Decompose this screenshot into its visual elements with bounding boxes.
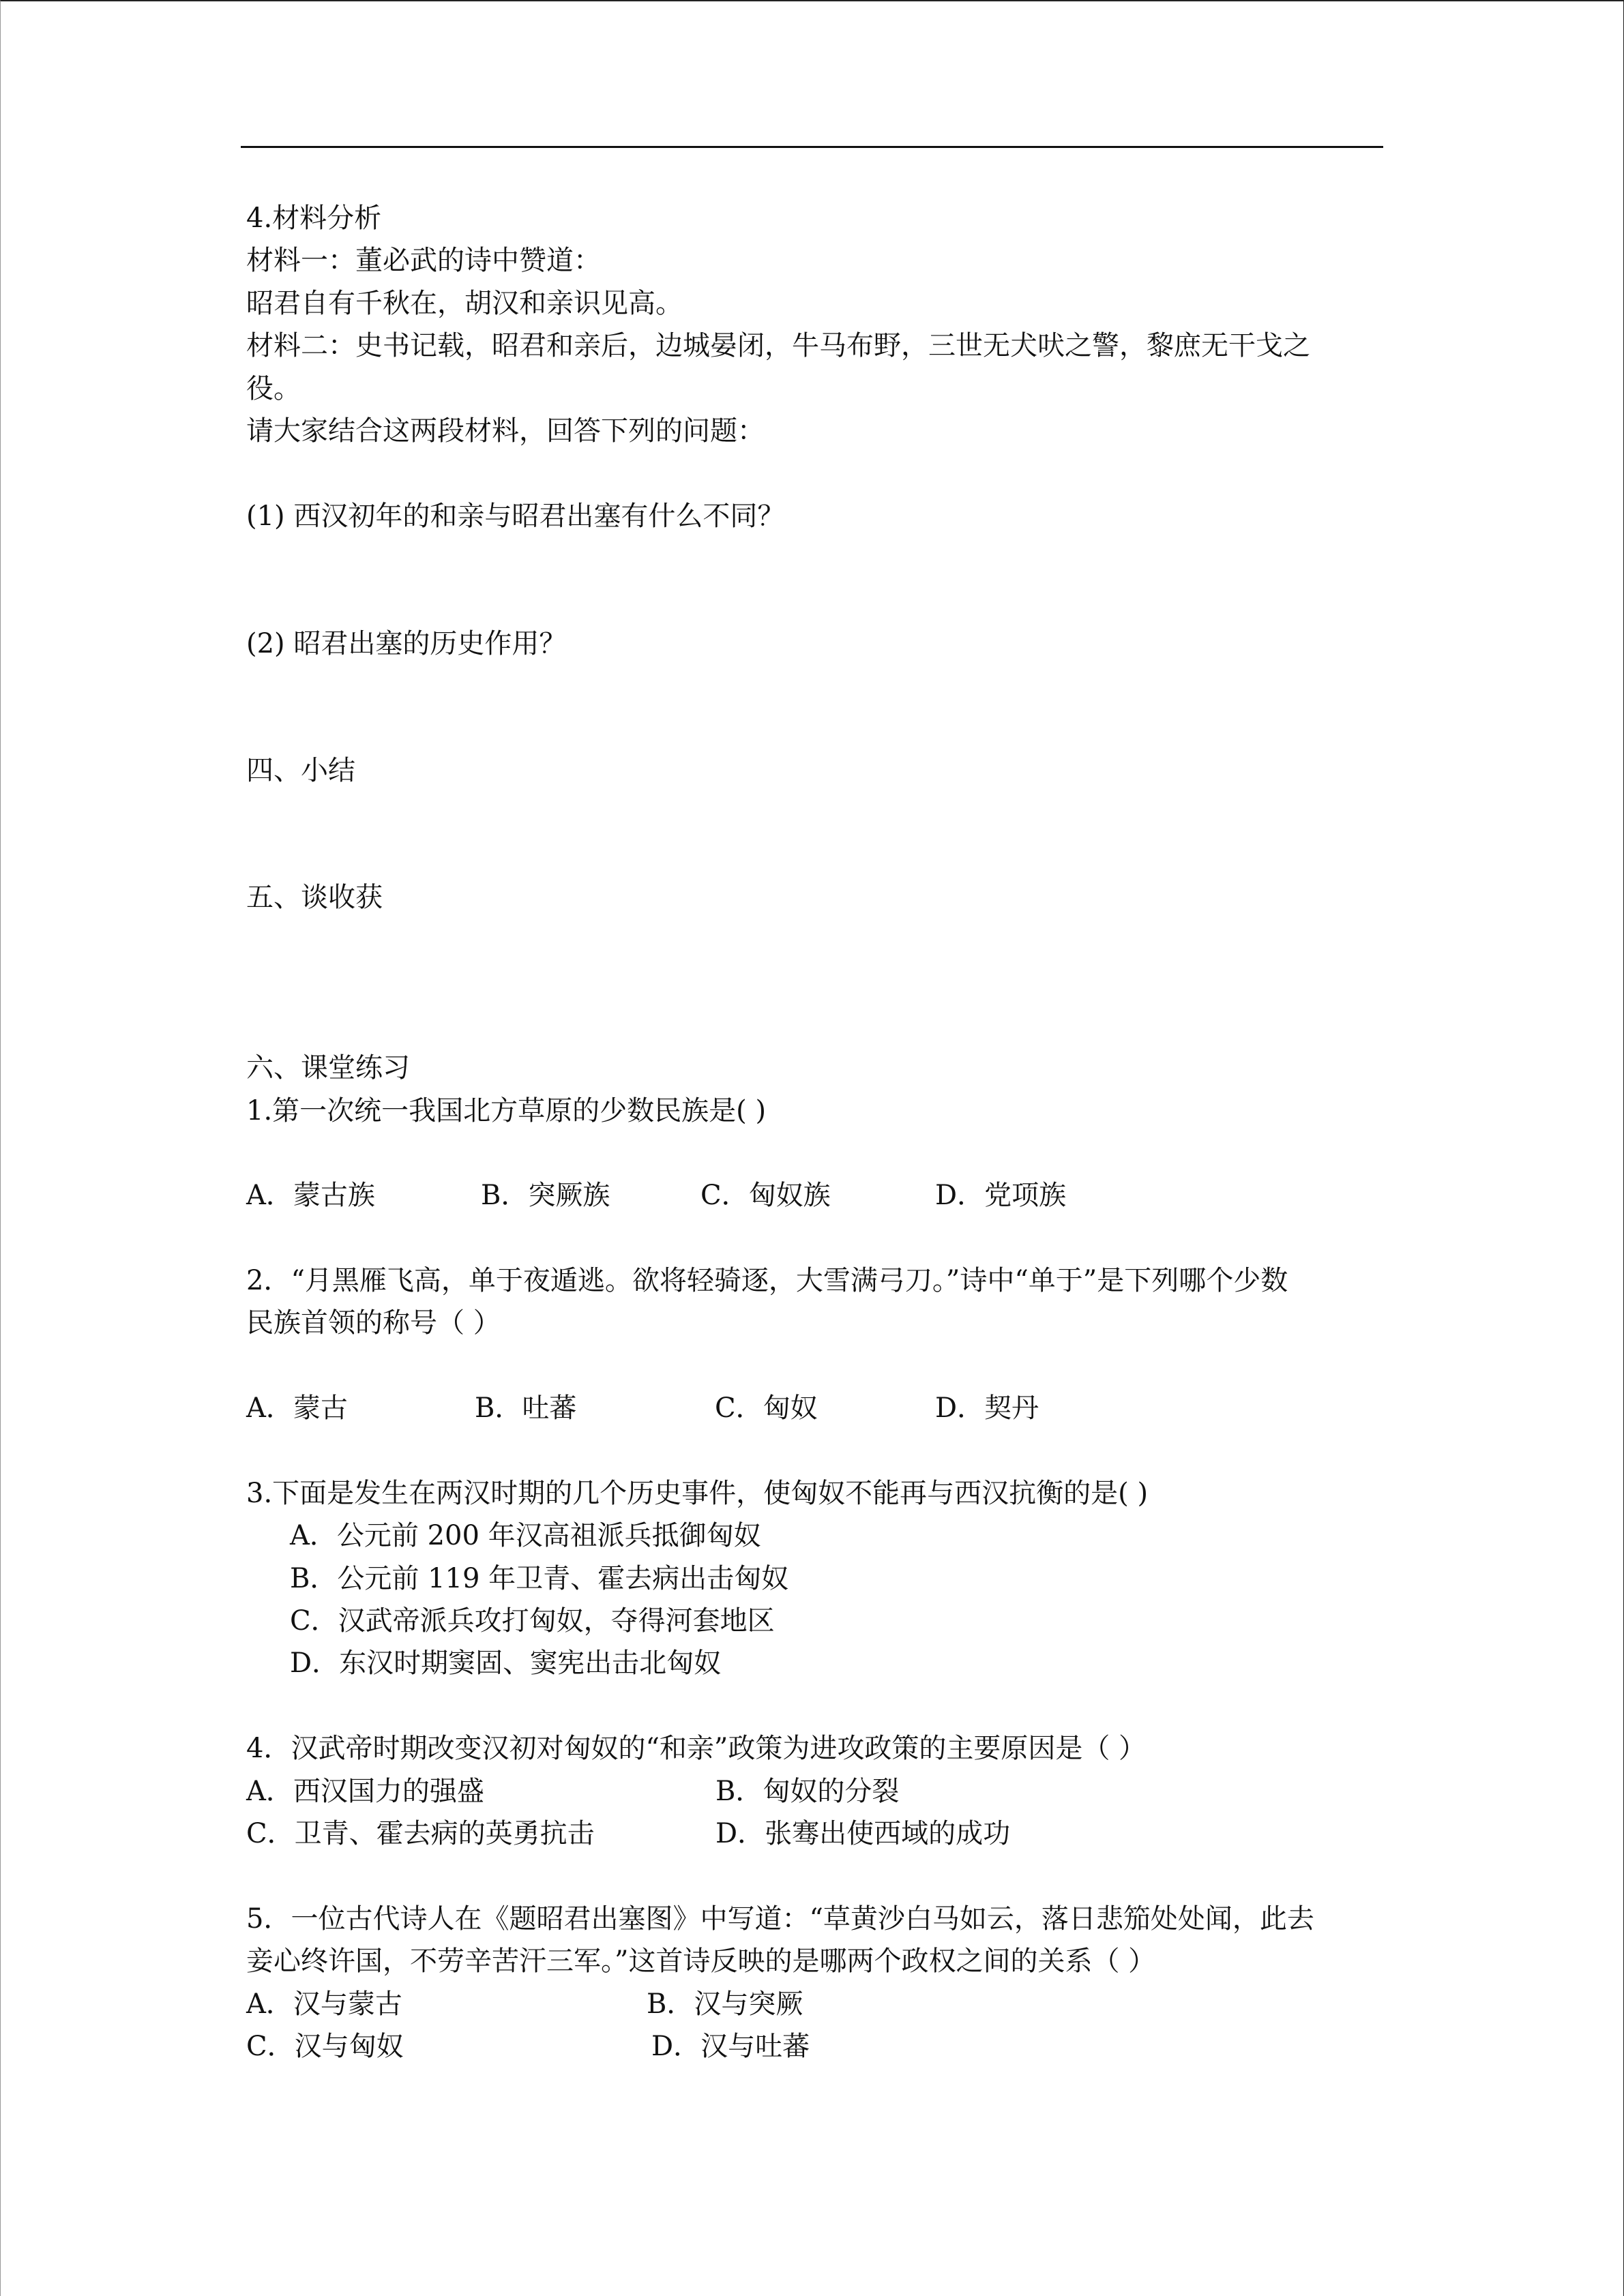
question-5-stem-line-1: 5．一位古代诗人在《题昭君出塞图》中写道：“草黄沙白马如云，落日悲笳处处闻，此去: [246, 1903, 1314, 1935]
question-2-option-c: C．匈奴: [715, 1392, 818, 1424]
question-2-stem-line-2: 民族首领的称号（ ）: [246, 1307, 501, 1339]
material-prompt: 请大家结合这两段材料，回答下列的问题：: [246, 415, 765, 447]
question-5-option-a: A．汉与蒙古: [246, 1988, 402, 2020]
question-5-option-c: C．汉与匈奴: [246, 2031, 404, 2062]
question-1-option-d: D．党项族: [935, 1180, 1067, 1211]
question-2-stem-line-1: 2．“月黑雁飞高，单于夜遁逃。欲将轻骑逐，大雪满弓刀。”诗中“单于”是下列哪个少数: [246, 1265, 1288, 1296]
question-4-option-d: D．张骞出使西域的成功: [715, 1818, 1011, 1849]
question-1-option-c: C．匈奴族: [700, 1180, 831, 1211]
material-question-1: (1) 西汉初年的和亲与昭君出塞有什么不同？: [246, 501, 785, 532]
material-question-2: (2) 昭君出塞的历史作用？: [246, 628, 567, 659]
question-2-option-d: D．契丹: [935, 1392, 1039, 1424]
question-3-option-b: B．公元前 119 年卫青、霍去病出击匈奴: [290, 1563, 789, 1594]
material-one-intro: 材料一：董必武的诗中赞道：: [246, 245, 601, 276]
question-4-option-c: C．卫青、霍去病的英勇抗击: [246, 1818, 595, 1849]
question-2-option-a: A．蒙古: [246, 1392, 348, 1424]
question-5-stem-line-2: 妾心终许国，不劳辛苦汗三军。”这首诗反映的是哪两个政权之间的关系（ ）: [246, 1945, 1156, 1977]
question-5-option-b: B．汉与突厥: [647, 1988, 803, 2020]
question-3-option-a: A．公元前 200 年汉高祖派兵抵御匈奴: [290, 1520, 761, 1551]
header-rule: [241, 146, 1383, 148]
section-summary-heading: 四、小结: [246, 755, 355, 786]
question-5-option-d: D．汉与吐蕃: [651, 2031, 810, 2062]
material-one-poem: 昭君自有千秋在，胡汉和亲识见高。: [246, 288, 683, 319]
material-two-line-1: 材料二：史书记载，昭君和亲后，边城晏闭，牛马布野，三世无犬吠之警，黎庶无干戈之: [246, 330, 1310, 361]
material-heading: 4.材料分析: [246, 203, 382, 234]
question-3-stem: 3.下面是发生在两汉时期的几个历史事件，使匈奴不能再与西汉抗衡的是( ): [246, 1478, 1149, 1509]
question-1-stem: 1.第一次统一我国北方草原的少数民族是( ): [246, 1095, 767, 1127]
section-harvest-heading: 五、谈收获: [246, 882, 383, 913]
material-two-line-2: 役。: [246, 373, 301, 404]
question-3-option-c: C．汉武帝派兵攻打匈奴，夺得河套地区: [290, 1605, 775, 1637]
question-4-option-b: B．匈奴的分裂: [715, 1776, 900, 1807]
question-4-option-a: A．西汉国力的强盛: [246, 1776, 484, 1807]
question-2-option-b: B．吐蕃: [475, 1392, 577, 1424]
question-3-option-d: D．东汉时期窦固、窦宪出击北匈奴: [290, 1648, 722, 1679]
question-1-option-a: A．蒙古族: [246, 1180, 375, 1211]
question-4-stem: 4．汉武帝时期改变汉初对匈奴的“和亲”政策为进攻政策的主要原因是（ ）: [246, 1733, 1147, 1764]
question-1-option-b: B．突厥族: [481, 1180, 610, 1211]
section-practice-heading: 六、课堂练习: [246, 1052, 410, 1084]
